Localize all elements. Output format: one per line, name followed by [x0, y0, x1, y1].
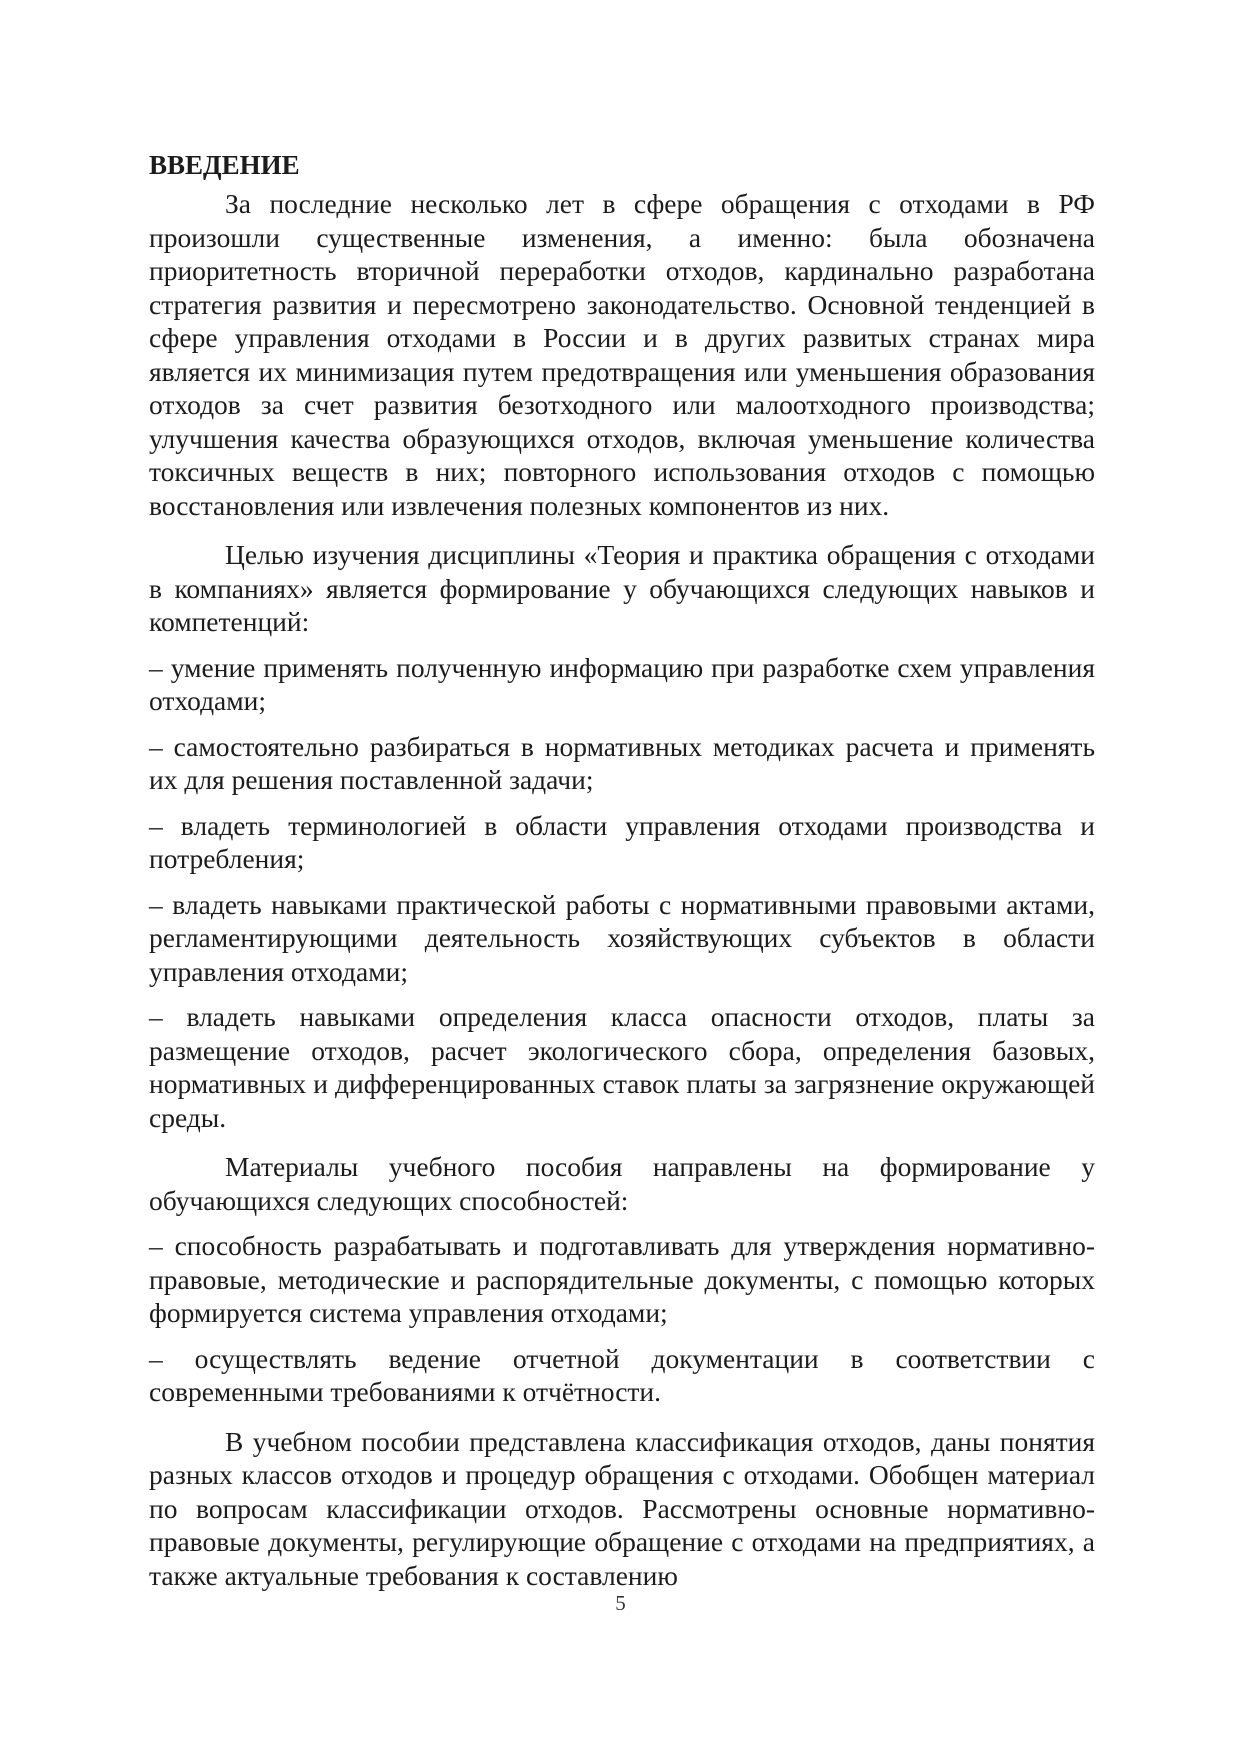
skill-item-3: – владеть терминологией в области управления отходами производства и потребления;: [149, 809, 1095, 874]
materials-paragraph: Материалы учебного пособия направлены на формирование у обучающихся следующих способностей:: [149, 1151, 1095, 1216]
skill-item-4: – владеть навыками практической работы с нормативными правовыми актами, регламентирующими деятельность хозяйствующих субъектов в области управления отходами;: [149, 888, 1095, 987]
intro-paragraph: За последние несколько лет в сфере обращения с отходами в РФ произошли существенные изменения, а именно: была обозначена приоритетность вторичной переработки отходов, кардинально разработана стратегия развития и пересмотрено законодательство. Основной тенденцией в сфере управления отходами в России и в других развитых странах мира является их минимизация путем предотвращения или уменьшения образования отходов за счет развития безотходного или малоотходного производства; улучшения качества образующихся отходов, включая уменьшение количества токсичных веществ в них; повторного использования отходов с помощью восстановления или извлечения полезных компонентов из них.: [149, 188, 1095, 521]
skill-item-1: – умение применять полученную информацию при разработке схем управления отходами;: [149, 651, 1095, 716]
goal-paragraph: Целью изучения дисциплины «Теория и практика обращения с отходами в компаниях» является формирование у обучающихся следующих навыков и компетенций:: [149, 539, 1095, 637]
summary-paragraph: В учебном пособии представлена классификация отходов, даны понятия разных классов отходов и процедур обращения с отходами. Обобщен материал по вопросам классификации отходов. Рассмотрены основные нормативно-правовые документы, регулирующие обращение с отходами на предприятиях, а также актуальные требования к составлению: [149, 1425, 1095, 1591]
page-number: 5: [615, 1591, 626, 1615]
skill-item-5: – владеть навыками определения класса опасности отходов, платы за размещение отходов, расчет экологического сбора, определения базовых, нормативных и дифференцированных ставок платы за загрязнение окружающей среды.: [149, 1001, 1095, 1133]
document-page: [149, 148, 1095, 1592]
section-heading: ВВЕДЕНИЕ: [149, 150, 300, 180]
ability-item-1: – способность разрабатывать и подготавливать для утверждения нормативно-правовые, методические и распорядительные документы, с помощью которых формируется система управления отходами;: [149, 1230, 1095, 1328]
skill-item-2: – самостоятельно разбираться в нормативных методиках расчета и применять их для решения поставленной задачи;: [149, 730, 1095, 795]
ability-item-2: – осуществлять ведение отчетной документации в соответствии с современными требованиями к отчётности.: [149, 1342, 1095, 1407]
